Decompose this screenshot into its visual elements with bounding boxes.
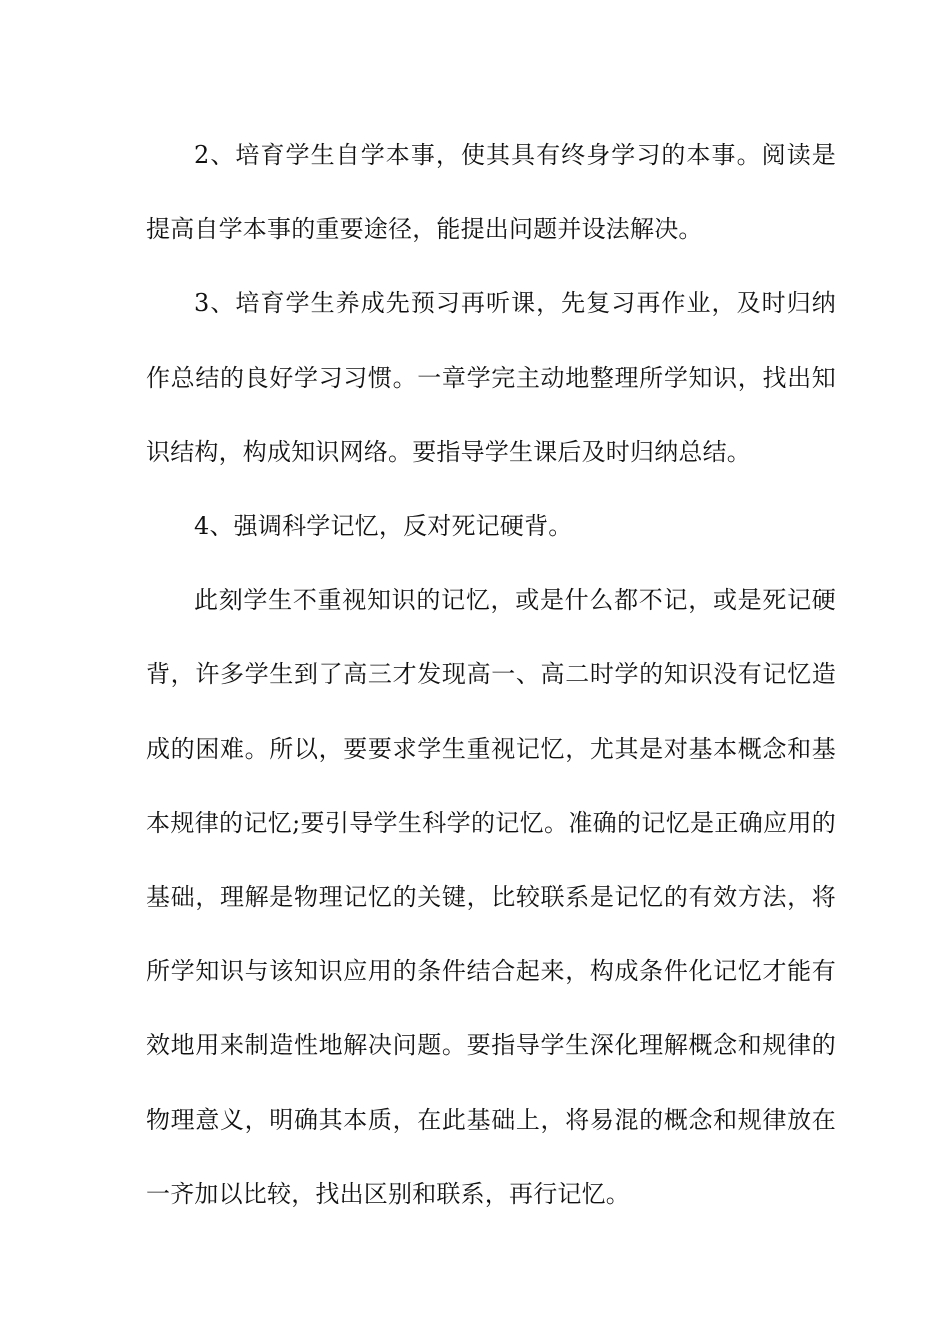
paragraph-item-3: 3、培育学生养成先预习再听课，先复习再作业，及时归纳作总结的良好学习习惯。一章学完主动地整理所学知识，找出知识结构，构成知识网络。要指导学生课后及时归纳总结。 (146, 289, 836, 466)
paragraph-memory-body: 此刻学生不重视知识的记忆，或是什么都不记，或是死记硬背，许多学生到了高三才发现高一、高二时学的知识没有记忆造成的困难。所以，要要求学生重视记忆，尤其是对基本概念和基本规律的记忆;要引导学生科学的记忆。准确的记忆是正确应用的基础，理解是物理记忆的关键，比较联系是记忆的有效方法，将所学知识与该知识应用的条件结合起来，构成条件化记忆才能有效地用来制造性地解决问题。要指导学生深化理解概念和规律的物理意义，明确其本质，在此基础上，将易混的概念和规律放在一齐加以比较，找出区别和联系，再行记忆。 (146, 586, 836, 1208)
paragraph-item-2: 2、培育学生自学本事，使其具有终身学习的本事。阅读是提高自学本事的重要途径，能提出问题并设法解决。 (146, 141, 836, 244)
paragraph-item-4: 4、强调科学记忆，反对死记硬背。 (194, 512, 573, 541)
document-body (146, 118, 836, 1231)
